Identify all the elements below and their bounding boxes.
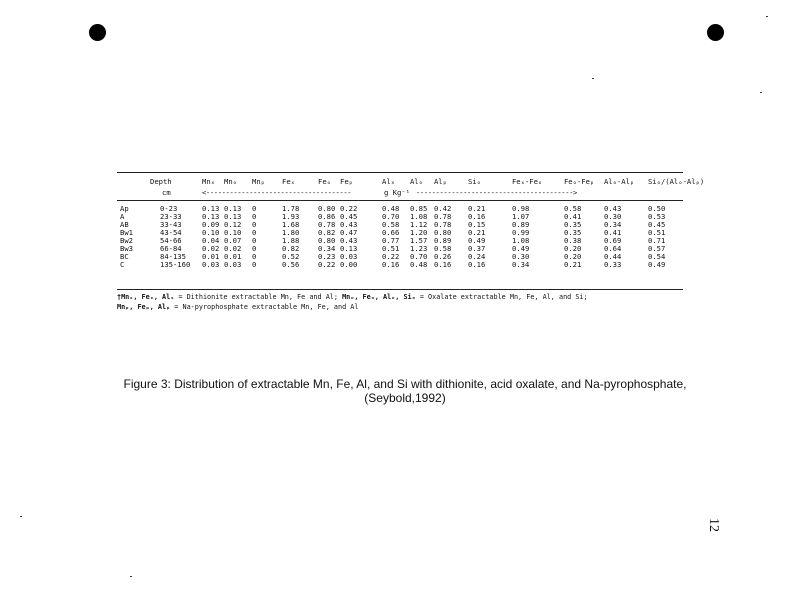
value-cell: 0.53 — [647, 212, 666, 221]
value-cell: 1.12 — [409, 220, 428, 229]
horizon-cell: Ap — [120, 204, 129, 213]
value-cell: 66-84 — [160, 244, 182, 253]
value-cell: 0.20 — [563, 244, 582, 253]
units-arrow-left: <------------------------------------- — [202, 188, 352, 197]
horizon-cell: C — [120, 260, 125, 269]
footnote-line-2 — [117, 303, 358, 312]
header-cell: Alₒ-Alₚ — [603, 177, 635, 186]
value-cell: 0.37 — [467, 244, 486, 253]
value-cell: 0.22 — [382, 252, 400, 261]
value-cell: 0.30 — [511, 252, 530, 261]
value-cell: 0.51 — [647, 228, 666, 237]
value-cell: 1.78 — [282, 204, 300, 213]
header-cell: Mnₓ — [202, 177, 215, 186]
extractable-elements-table — [120, 178, 708, 269]
scan-speck — [592, 78, 594, 79]
value-cell: 1.93 — [282, 212, 300, 221]
value-cell: 0.03 — [202, 260, 220, 269]
scan-speck — [760, 92, 762, 93]
value-cell: 0.13 — [224, 204, 242, 213]
value-cell: 0.21 — [467, 204, 486, 213]
value-cell: 0.34 — [318, 244, 336, 253]
value-cell: 33-43 — [160, 220, 182, 229]
value-cell: 1.57 — [409, 236, 428, 245]
value-cell: 0.22 — [340, 204, 358, 213]
value-cell: 0.42 — [433, 204, 452, 213]
value-cell: 1.20 — [409, 228, 428, 237]
value-cell: 0.30 — [603, 212, 622, 221]
value-cell: 0.01 — [202, 252, 220, 261]
value-cell: 0.04 — [202, 236, 220, 245]
horizon-cell: A — [120, 212, 125, 221]
value-cell: 23-33 — [160, 212, 182, 221]
horizon-cell: Bw3 — [120, 244, 133, 253]
value-cell: 0.20 — [563, 252, 582, 261]
value-cell: 0.02 — [202, 244, 220, 253]
header-cell: Mnₒ — [224, 177, 237, 186]
value-cell: 0.02 — [224, 244, 242, 253]
value-cell: 0.41 — [563, 212, 582, 221]
value-cell: 0.80 — [318, 204, 336, 213]
value-cell: 0.44 — [603, 252, 622, 261]
value-cell: 0.85 — [409, 204, 428, 213]
value-cell: 0.03 — [340, 252, 358, 261]
value-cell: 0.54 — [647, 252, 666, 261]
value-cell: 0.56 — [282, 260, 300, 269]
value-cell: 0.16 — [467, 212, 486, 221]
value-cell: 0.98 — [511, 204, 530, 213]
value-cell: 0.34 — [603, 220, 622, 229]
value-cell: 0.45 — [647, 220, 666, 229]
value-cell: 1.88 — [282, 236, 300, 245]
punch-hole-left — [89, 24, 106, 41]
header-cell: Feₓ-Feₒ — [511, 177, 543, 186]
value-cell: 0 — [252, 212, 257, 221]
value-cell: 0.24 — [467, 252, 486, 261]
value-cell: 0.48 — [382, 204, 400, 213]
table-units-row — [120, 189, 708, 200]
value-cell: 0.35 — [563, 220, 582, 229]
value-cell: 0.13 — [202, 204, 220, 213]
value-cell: 0.10 — [224, 228, 242, 237]
horizon-cell: AB — [120, 220, 129, 229]
value-cell: 0.58 — [563, 204, 582, 213]
value-cell: 0.71 — [647, 236, 666, 245]
value-cell: 0.15 — [467, 220, 486, 229]
value-cell: 0.52 — [282, 252, 300, 261]
footnote-line-1 — [117, 293, 588, 302]
value-cell: 0.49 — [647, 260, 666, 269]
header-cell: Feₓ — [282, 177, 295, 186]
value-cell: 0.03 — [224, 260, 242, 269]
table-bottom-rule — [117, 289, 683, 290]
value-cell: 0.43 — [603, 204, 622, 213]
value-cell: 0.16 — [433, 260, 452, 269]
table-top-rule — [117, 172, 683, 173]
table-row — [120, 261, 708, 269]
value-cell: 0 — [252, 260, 257, 269]
footnote-pyrophosphate-text: = Na-pyrophosphate extractable Mn, Fe, and Al — [174, 303, 359, 311]
value-cell: 1.68 — [282, 220, 300, 229]
value-cell: 0.13 — [224, 212, 242, 221]
value-cell: 1.07 — [511, 212, 530, 221]
value-cell: 0.69 — [603, 236, 622, 245]
header-cell: Alₓ — [382, 177, 395, 186]
value-cell: 84-135 — [160, 252, 186, 261]
header-cell: Feₚ — [340, 177, 353, 186]
value-cell: 0.89 — [433, 236, 452, 245]
value-cell: 1.08 — [511, 236, 530, 245]
value-cell: 0.49 — [467, 236, 486, 245]
value-cell: 1.08 — [409, 212, 428, 221]
footnote-oxalate-keys: Mnₒ, Feₒ, Alₒ, Siₒ — [342, 293, 416, 301]
value-cell: 0.16 — [467, 260, 486, 269]
value-cell: 0 — [252, 236, 257, 245]
value-cell: 0.43 — [340, 236, 358, 245]
footnote-dithionite-keys: †Mnₓ, Feₓ, Alₓ — [117, 293, 175, 301]
value-cell: 0.47 — [340, 228, 358, 237]
header-cell: Feₒ-Feₚ — [563, 177, 595, 186]
value-cell: 0.34 — [511, 260, 530, 269]
header-cell: Mnₚ — [252, 177, 265, 186]
depth-unit: cm — [162, 188, 171, 197]
scan-speck — [766, 16, 768, 17]
value-cell: 0 — [252, 204, 257, 213]
footnote-pyrophosphate-keys: Mnₚ, Feₚ, Alₚ — [117, 303, 171, 311]
footnote-oxalate-text: = Oxalate extractable Mn, Fe, Al, and Si; — [419, 293, 588, 301]
units-label: g Kg⁻¹ — [384, 188, 410, 197]
value-cell: 0.50 — [647, 204, 666, 213]
value-cell: 0.23 — [318, 252, 336, 261]
value-cell: 0.64 — [603, 244, 622, 253]
header-cell: Siₒ — [467, 177, 481, 186]
value-cell: 1.80 — [282, 228, 300, 237]
units-arrow-right: ----------------------------------------> — [415, 188, 577, 197]
value-cell: 0.78 — [433, 212, 452, 221]
value-cell: 0.43 — [340, 220, 358, 229]
value-cell: 0 — [252, 220, 257, 229]
value-cell: 0.70 — [382, 212, 400, 221]
header-cell: Feₒ — [318, 177, 331, 186]
value-cell: 0.51 — [382, 244, 400, 253]
value-cell: 0 — [252, 228, 257, 237]
value-cell: 0.80 — [318, 236, 336, 245]
value-cell: 0.38 — [563, 236, 582, 245]
value-cell: 0.09 — [202, 220, 220, 229]
header-cell: Siₒ/(Alₒ-Alₚ) — [647, 177, 705, 186]
value-cell: 0.41 — [603, 228, 622, 237]
value-cell: 0 — [252, 244, 257, 253]
footnote-dithionite-text: = Dithionite extractable Mn, Fe and Al; — [178, 293, 338, 301]
scan-speck — [130, 576, 132, 577]
value-cell: 0.58 — [433, 244, 452, 253]
horizon-cell: BC — [120, 252, 129, 261]
value-cell: 0.13 — [340, 244, 358, 253]
header-cell: Alₚ — [433, 177, 447, 186]
value-cell: 1.23 — [409, 244, 428, 253]
value-cell: 0 — [252, 252, 257, 261]
value-cell: 0.99 — [511, 228, 530, 237]
value-cell: 0.07 — [224, 236, 242, 245]
value-cell: 0.35 — [563, 228, 582, 237]
value-cell: 0.48 — [409, 260, 428, 269]
value-cell: 0.66 — [382, 228, 400, 237]
value-cell: 0.33 — [603, 260, 622, 269]
horizon-cell: Bw1 — [120, 228, 133, 237]
punch-hole-right — [707, 24, 724, 41]
value-cell: 0.13 — [202, 212, 220, 221]
value-cell: 0.16 — [382, 260, 400, 269]
value-cell: 0.70 — [409, 252, 428, 261]
value-cell: 0.78 — [318, 220, 336, 229]
caption-line-2: (Seybold,1992) — [364, 391, 446, 405]
horizon-cell: Bw2 — [120, 236, 133, 245]
value-cell: 0.10 — [202, 228, 220, 237]
value-cell: 0.22 — [318, 260, 336, 269]
value-cell: 0.86 — [318, 212, 336, 221]
header-cell: Alₒ — [409, 177, 423, 186]
value-cell: 0.21 — [467, 228, 486, 237]
value-cell: 0.12 — [224, 220, 242, 229]
value-cell: 0.82 — [282, 244, 300, 253]
value-cell: 0.45 — [340, 212, 358, 221]
value-cell: 0.26 — [433, 252, 452, 261]
header-cell: Depth — [150, 177, 172, 186]
value-cell: 43-54 — [160, 228, 182, 237]
value-cell: 0.49 — [511, 244, 530, 253]
value-cell: 54-66 — [160, 236, 182, 245]
value-cell: 0.00 — [340, 260, 358, 269]
scan-speck — [20, 516, 22, 517]
value-cell: 0.01 — [224, 252, 242, 261]
header-cell — [120, 178, 150, 189]
value-cell: 0.58 — [382, 220, 400, 229]
value-cell: 0.77 — [382, 236, 400, 245]
value-cell: 0.57 — [647, 244, 666, 253]
value-cell: 0.82 — [318, 228, 336, 237]
figure-caption — [120, 377, 690, 405]
value-cell: 0-23 — [160, 204, 178, 213]
caption-line-1: Figure 3: Distribution of extractable Mn, Fe, Al, and Si with dithionite, acid oxalate, and Na-pyrophosphate, — [123, 377, 687, 391]
value-cell: 0.78 — [433, 220, 452, 229]
value-cell: 135-160 — [160, 260, 191, 269]
value-cell: 0.21 — [563, 260, 582, 269]
value-cell: 0.89 — [511, 220, 530, 229]
page-number: 12 — [706, 518, 721, 532]
value-cell: 0.80 — [433, 228, 452, 237]
table-body — [120, 205, 708, 269]
